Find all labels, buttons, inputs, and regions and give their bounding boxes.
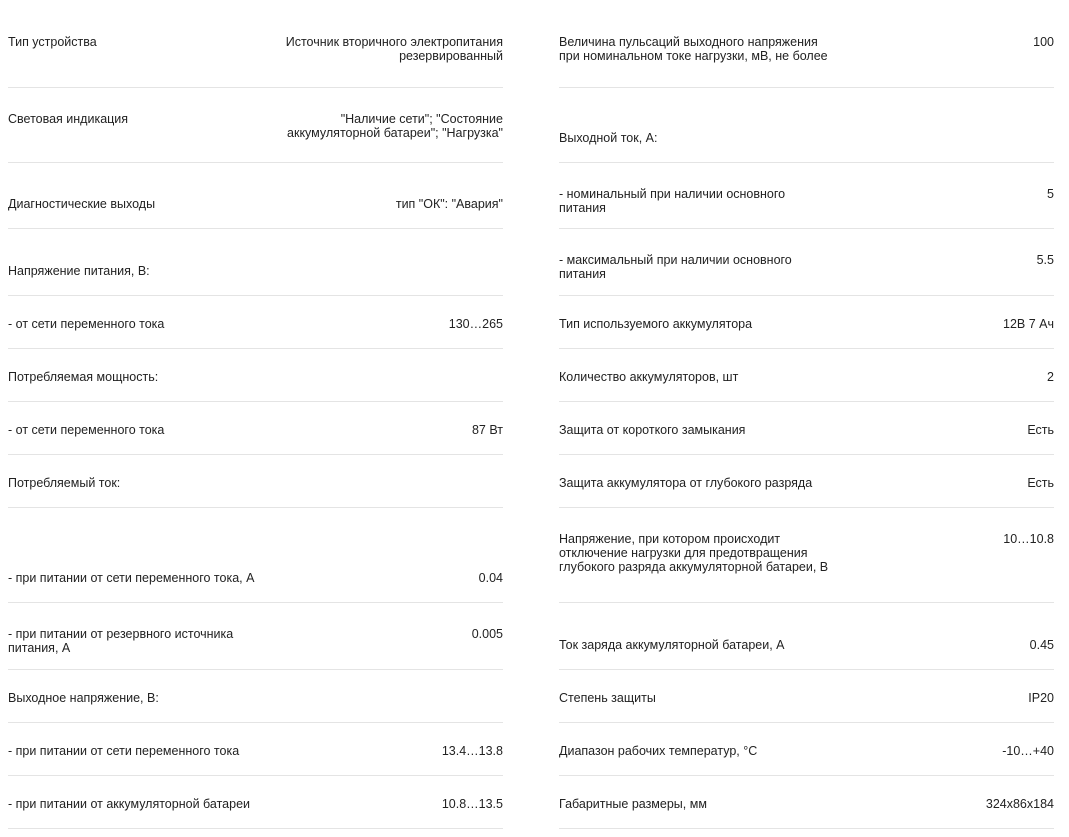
spec-label: Защита от короткого замыкания	[559, 423, 746, 437]
spec-row-battery-count	[559, 349, 1054, 402]
spec-value: IP20	[1028, 691, 1054, 705]
spec-row-output-current-header	[559, 88, 1054, 163]
spec-value: 0.45	[1029, 638, 1054, 652]
spec-row-output-current-max	[559, 229, 1054, 296]
spec-label: - при питании от сети переменного тока	[8, 744, 240, 758]
spec-label: Величина пульсаций выходного напряжения при номинальном токе нагрузки, мВ, не более	[559, 35, 828, 63]
spec-row-supply-voltage-ac	[8, 296, 503, 349]
spec-row-temperature-range	[559, 723, 1054, 776]
spec-value: Есть	[1027, 476, 1054, 490]
spec-row-supply-voltage-header	[8, 229, 503, 296]
spec-label: Выходной ток, А:	[559, 131, 658, 145]
spec-row-power-ac	[8, 402, 503, 455]
spec-label: Ток заряда аккумуляторной батареи, А	[559, 638, 785, 652]
spec-label: Световая индикация	[8, 112, 129, 126]
spec-label: Напряжение питания, В:	[8, 264, 150, 278]
spec-row-indication	[8, 88, 503, 163]
spec-row-output-voltage-header	[8, 670, 503, 723]
spec-label: Напряжение, при котором происходит отключение нагрузки для предотвращения глубокого разряда аккумуляторной батареи, В	[559, 532, 829, 574]
spec-value: тип "ОК": "Авария"	[395, 197, 503, 211]
spec-row-device-type	[8, 11, 503, 88]
spec-row-ripple	[559, 11, 1054, 88]
spec-value: "Наличие сети"; "Состояние аккумуляторной батареи"; "Нагрузка"	[287, 112, 503, 140]
spec-label: Потребляемый ток:	[8, 476, 121, 490]
spec-label: Защита аккумулятора от глубокого разряда	[559, 476, 813, 490]
spec-label: Тип устройства	[8, 35, 97, 49]
spec-label: Диагностические выходы	[8, 197, 156, 211]
specs-left-column	[8, 11, 503, 829]
spec-label: - максимальный при наличии основного питания	[559, 253, 792, 281]
spec-value: 100	[1033, 35, 1054, 49]
spec-label: Степень защиты	[559, 691, 656, 705]
spec-row-short-circuit	[559, 402, 1054, 455]
spec-row-current-ac	[8, 508, 503, 603]
spec-row-diagnostic-outputs	[8, 163, 503, 229]
spec-value: -10…+40	[1002, 744, 1054, 758]
spec-label: - от сети переменного тока	[8, 317, 165, 331]
spec-value: Источник вторичного электропитания резервированный	[285, 35, 503, 63]
spec-row-charge-current	[559, 603, 1054, 670]
spec-value: Есть	[1027, 423, 1054, 437]
specs-right-column	[559, 11, 1054, 829]
spec-row-deep-discharge	[559, 455, 1054, 508]
spec-row-power-header	[8, 349, 503, 402]
spec-row-current-backup	[8, 603, 503, 670]
spec-value: 12В 7 Ач	[1003, 317, 1054, 331]
spec-value: 0.005	[471, 627, 503, 641]
spec-row-dimensions	[559, 776, 1054, 829]
spec-row-battery-type	[559, 296, 1054, 349]
spec-row-current-header	[8, 455, 503, 508]
spec-value: 0.04	[478, 571, 503, 585]
spec-value: 130…265	[448, 317, 503, 331]
spec-value: 324x86x184	[985, 797, 1054, 811]
spec-label: - при питании от сети переменного тока, А	[8, 571, 255, 585]
spec-row-output-current-nominal	[559, 163, 1054, 229]
spec-label: - номинальный при наличии основного питания	[559, 187, 786, 215]
spec-label: Диапазон рабочих температур, °С	[559, 744, 758, 758]
spec-row-output-voltage-battery	[8, 776, 503, 829]
spec-value: 5	[1047, 187, 1054, 201]
spec-label: Количество аккумуляторов, шт	[559, 370, 739, 384]
spec-label: Потребляемая мощность:	[8, 370, 159, 384]
spec-value: 10.8…13.5	[441, 797, 503, 811]
spec-value: 2	[1047, 370, 1054, 384]
spec-label: Тип используемого аккумулятора	[559, 317, 753, 331]
spec-label: Выходное напряжение, В:	[8, 691, 159, 705]
spec-value: 13.4…13.8	[441, 744, 503, 758]
spec-label: - при питании от аккумуляторной батареи	[8, 797, 250, 811]
spec-label: - от сети переменного тока	[8, 423, 165, 437]
spec-value: 10…10.8	[1003, 532, 1054, 546]
spec-value: 87 Вт	[471, 423, 503, 437]
spec-value: 5.5	[1036, 253, 1054, 267]
spec-label: - при питании от резервного источника питания, А	[8, 627, 234, 655]
spec-row-output-voltage-ac	[8, 723, 503, 776]
spec-row-cutoff-voltage	[559, 508, 1054, 603]
spec-label: Габаритные размеры, мм	[559, 797, 707, 811]
spec-row-protection-class	[559, 670, 1054, 723]
